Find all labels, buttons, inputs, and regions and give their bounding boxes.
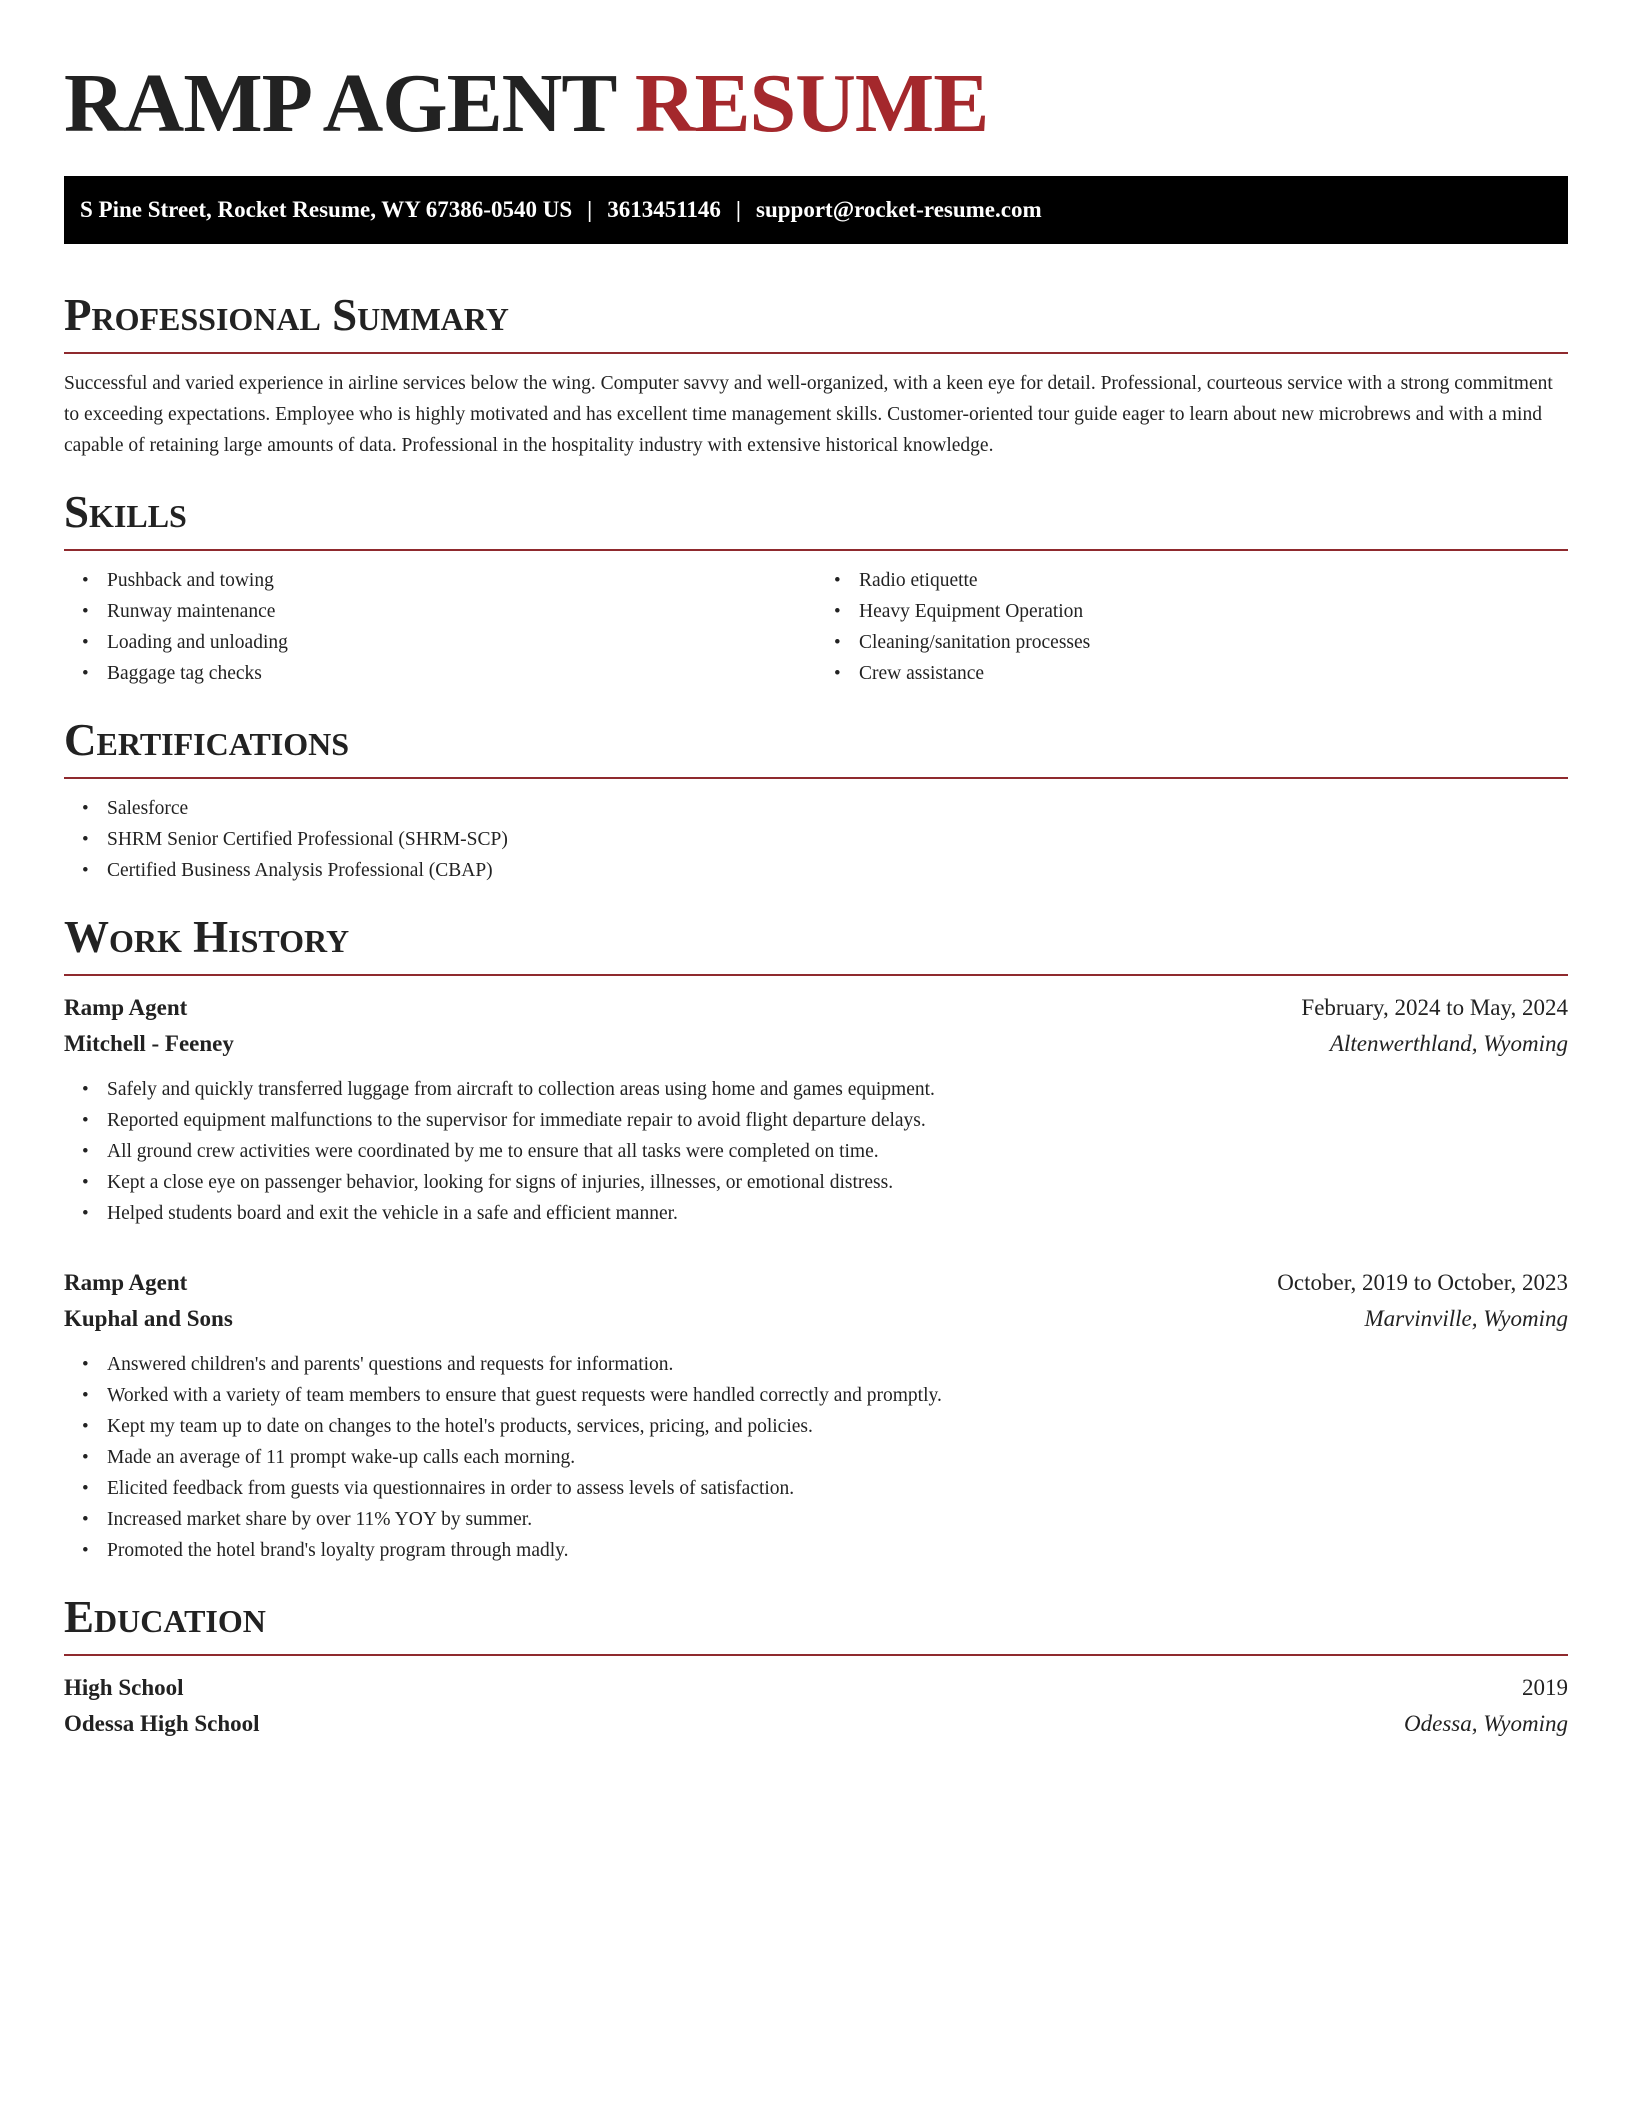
section-divider <box>64 777 1568 779</box>
education-year: 2019 <box>1522 1675 1568 1700</box>
contact-address: S Pine Street, Rocket Resume, WY 67386-0540 US <box>80 197 573 222</box>
skill-item: • Loading and unloading <box>107 627 816 658</box>
job-company-row <box>64 1301 1568 1337</box>
work-history-heading: Work History <box>64 912 350 962</box>
summary-text: Successful and varied experience in airline services below the wing. Computer savvy and well-organized, with a keen eye for detail. Professional, courteous service with a strong commitment to exceeding expectations. Employee who is highly motivated and has excellent time management skills. Customer-oriented tour guide eager to learn about new microbrews and with a mind capable of retaining large amounts of data. Professional in the hospitality industry with extensive historical knowledge. <box>64 373 1553 456</box>
summary-heading: Professional Summary <box>64 290 509 340</box>
contact-bar <box>64 176 1568 244</box>
contact-phone[interactable]: 3613451146 <box>607 197 721 222</box>
work-history-section <box>64 912 1568 1566</box>
certification-item: • Salesforce <box>107 793 1568 824</box>
job-dates: February, 2024 to May, 2024 <box>1301 995 1568 1020</box>
certification-item: • Certified Business Analysis Professional (CBAP) <box>107 855 1568 886</box>
job-title: Ramp Agent <box>64 1270 188 1295</box>
education-location: Odessa, Wyoming <box>1404 1711 1568 1736</box>
title-main: RAMP AGENT <box>64 57 615 150</box>
job-location: Altenwerthland, Wyoming <box>1329 1031 1568 1056</box>
job-duty-item: • Helped students board and exit the vehicle in a safe and efficient manner. <box>107 1198 1568 1229</box>
job-duty-item: • All ground crew activities were coordinated by me to ensure that all tasks were completed on time. <box>107 1136 1568 1167</box>
job-duty-item: • Elicited feedback from guests via questionnaires in order to assess levels of satisfaction. <box>107 1473 1568 1504</box>
skills-list-left <box>64 565 816 689</box>
certifications-section <box>64 715 1568 886</box>
education-heading: Education <box>64 1592 266 1642</box>
job-duty-item: • Worked with a variety of team members to ensure that guest requests were handled correctly and promptly. <box>107 1380 1568 1411</box>
job-company: Kuphal and Sons <box>64 1306 233 1331</box>
job-entry <box>64 1265 1568 1566</box>
skill-item: • Baggage tag checks <box>107 658 816 689</box>
certifications-list <box>64 793 1568 886</box>
job-entry <box>64 990 1568 1229</box>
certification-item: • SHRM Senior Certified Professional (SHRM-SCP) <box>107 824 1568 855</box>
section-divider <box>64 1654 1568 1656</box>
education-school-row <box>64 1706 1568 1742</box>
job-company: Mitchell - Feeney <box>64 1031 234 1056</box>
job-duty-item: • Kept my team up to date on changes to the hotel's products, services, pricing, and policies. <box>107 1411 1568 1442</box>
job-duty-item: • Increased market share by over 11% YOY by summer. <box>107 1504 1568 1535</box>
job-title: Ramp Agent <box>64 995 188 1020</box>
skills-grid <box>64 565 1568 689</box>
skill-item: • Heavy Equipment Operation <box>859 596 1568 627</box>
job-duty-item: • Safely and quickly transferred luggage from aircraft to collection areas using home and games equipment. <box>107 1074 1568 1105</box>
job-duties-list <box>64 1349 1568 1566</box>
job-dates: October, 2019 to October, 2023 <box>1277 1270 1568 1295</box>
job-location: Marvinville, Wyoming <box>1364 1306 1568 1331</box>
job-duties-list <box>64 1074 1568 1229</box>
section-divider <box>64 352 1568 354</box>
job-duty-item: • Promoted the hotel brand's loyalty program through madly. <box>107 1535 1568 1566</box>
contact-email[interactable]: support@rocket-resume.com <box>756 197 1042 222</box>
section-divider <box>64 549 1568 551</box>
job-company-row <box>64 1026 1568 1062</box>
education-header-row <box>64 1670 1568 1706</box>
title-accent: RESUME <box>634 57 989 150</box>
resume-title <box>64 54 1568 154</box>
job-duty-item: • Made an average of 11 prompt wake-up calls each morning. <box>107 1442 1568 1473</box>
skill-item: • Pushback and towing <box>107 565 816 596</box>
section-divider <box>64 974 1568 976</box>
certifications-heading: Certifications <box>64 715 350 765</box>
job-duty-item: • Answered children's and parents' questions and requests for information. <box>107 1349 1568 1380</box>
skill-item: • Cleaning/sanitation processes <box>859 627 1568 658</box>
job-header-row <box>64 990 1568 1026</box>
education-degree: High School <box>64 1675 184 1700</box>
skill-item: • Runway maintenance <box>107 596 816 627</box>
education-school: Odessa High School <box>64 1711 260 1736</box>
skills-section <box>64 487 1568 689</box>
summary-section <box>64 290 1568 461</box>
education-section <box>64 1592 1568 1742</box>
job-duty-item: • Kept a close eye on passenger behavior, looking for signs of injuries, illnesses, or emotional distress. <box>107 1167 1568 1198</box>
contact-separator: | <box>735 197 741 222</box>
job-header-row <box>64 1265 1568 1301</box>
contact-separator: | <box>587 197 593 222</box>
job-duty-item: • Reported equipment malfunctions to the supervisor for immediate repair to avoid flight departure delays. <box>107 1105 1568 1136</box>
skills-heading: Skills <box>64 487 187 537</box>
skills-list-right <box>816 565 1568 689</box>
skill-item: • Radio etiquette <box>859 565 1568 596</box>
skill-item: • Crew assistance <box>859 658 1568 689</box>
